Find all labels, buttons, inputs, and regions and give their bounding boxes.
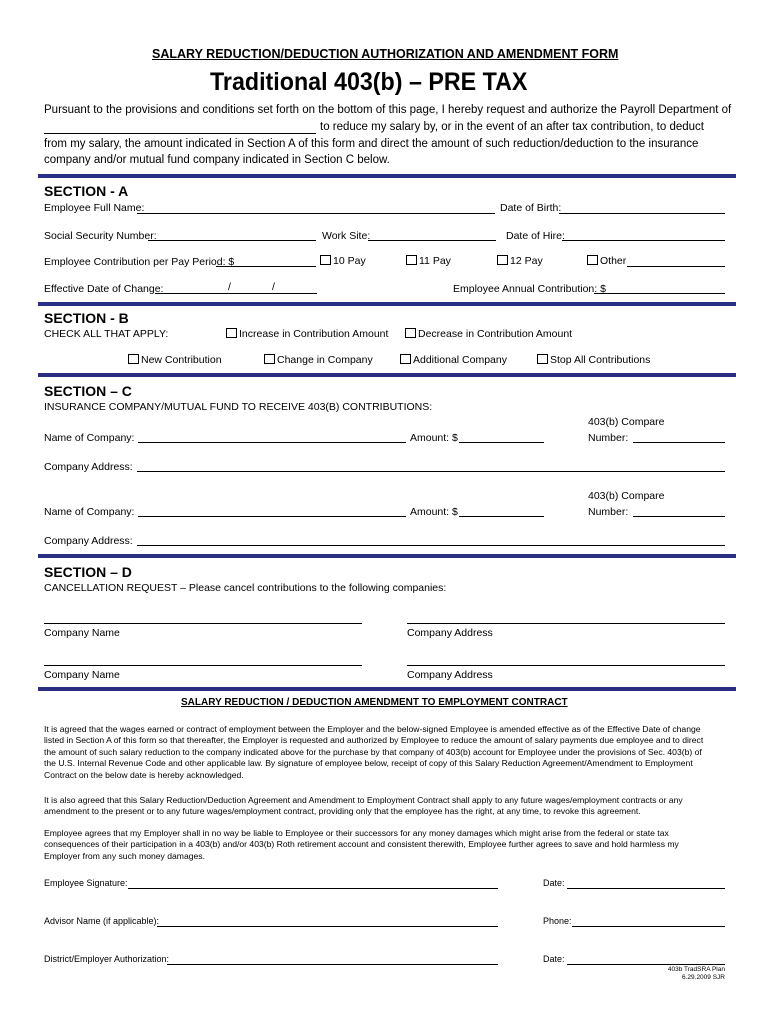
contract-p2-line: It is also agreed that this Salary Reduction/Deduction Agreement and Amendment to Employment Contract shall apply to any future wages/employment contracts or any	[44, 795, 683, 805]
contract-p1-line: It is agreed that the wages earned or contract of employment between the Employer and the below-signed Employee is amended effective as of the Effective Date of change	[44, 724, 701, 734]
pay-11-label: 11 Pay	[419, 255, 451, 267]
dob-field[interactable]	[559, 213, 725, 214]
employee-signature-field[interactable]	[128, 888, 498, 889]
auth-date-label: Date:	[543, 954, 565, 964]
advisor-name-field[interactable]	[157, 926, 498, 927]
compare-number-label-1: Number:	[588, 432, 629, 444]
contract-p1-line: listed in Section A of this form so that thereafter, the Employer is requested and authorized by Employee to reduce the amount of salary payments due employee and to direct	[44, 735, 704, 746]
check-all-label: CHECK ALL THAT APPLY:	[44, 328, 169, 340]
other-label: Other	[600, 255, 627, 267]
cancel-company-name-label-2: Company Name	[44, 669, 120, 681]
intro-line-2: to reduce my salary by, or in the event of an after tax contribution, to deduct	[320, 121, 704, 133]
phone-label: Phone:	[543, 916, 572, 926]
amount-label-1: Amount: $	[410, 432, 458, 444]
signature-date-field[interactable]	[567, 888, 725, 889]
change-company-option[interactable]	[264, 354, 373, 366]
cancel-company-name-field-1[interactable]	[44, 623, 362, 624]
auth-date-field[interactable]	[567, 964, 725, 965]
work-site-field[interactable]	[368, 240, 496, 241]
section-d-heading: SECTION – D	[44, 564, 132, 580]
checkbox-icon[interactable]	[497, 255, 508, 265]
amount-field-1[interactable]	[459, 442, 544, 443]
checkbox-icon[interactable]	[537, 354, 548, 364]
new-contribution-label: New Contribution	[141, 354, 222, 366]
district-auth-label: District/Employer Authorization:	[44, 954, 170, 964]
section-divider	[38, 373, 736, 377]
cancel-company-address-field-1[interactable]	[407, 623, 725, 624]
contract-p1-line: the amount of such salary reduction to the company indicated above for the purchase by that company of 403(b) account for Employee under the provisions of Sec. 403(b) of	[44, 746, 702, 757]
company-address-label-1: Company Address:	[44, 461, 133, 473]
company-name-label-1: Name of Company:	[44, 432, 135, 444]
increase-option[interactable]	[226, 328, 388, 340]
contract-p1-line: Contract on the below date is hereby acknowledged.	[44, 769, 244, 780]
additional-company-label: Additional Company	[413, 354, 507, 366]
contribution-label: Employee Contribution per Pay Period: $	[44, 256, 235, 268]
intro-line-3: from my salary, the amount indicated in Section A of this form and direct the amount of such reduction/deduction to the insurance	[44, 138, 699, 150]
section-divider	[38, 687, 736, 691]
section-divider	[38, 302, 736, 306]
checkbox-icon[interactable]	[128, 354, 139, 364]
compare-label-1: 403(b) Compare	[588, 416, 665, 428]
district-auth-field[interactable]	[167, 964, 498, 965]
cancel-company-name-field-2[interactable]	[44, 665, 362, 666]
dob-label: Date of Birth:	[500, 202, 562, 214]
phone-field[interactable]	[572, 926, 725, 927]
contract-p3-line: Employer from any such money damages.	[44, 850, 205, 861]
checkbox-icon[interactable]	[406, 255, 417, 265]
company-address-field-1[interactable]	[137, 471, 725, 472]
contract-paragraph-2	[44, 795, 726, 818]
date-slash-1: /	[228, 281, 231, 293]
contract-p3-line: Employee agrees that my Employer shall in no way be liable to Employee or their successors for any money damages which might arise from the federal or state tax	[44, 828, 669, 838]
checkbox-icon[interactable]	[264, 354, 275, 364]
date-of-hire-label: Date of Hire:	[506, 230, 565, 242]
payroll-department-field[interactable]	[44, 133, 316, 134]
intro-line-4: company and/or mutual fund company indicated in Section C below.	[44, 154, 390, 166]
pay-10-label: 10 Pay	[333, 255, 366, 267]
ssn-field[interactable]	[148, 240, 316, 241]
employee-signature-label: Employee Signature:	[44, 878, 128, 888]
cancel-company-name-label-1: Company Name	[44, 627, 120, 639]
section-divider	[38, 174, 736, 178]
intro-line-1: Pursuant to the provisions and conditions set forth on the bottom of this page, I hereby request and authorize the Payroll Department of	[44, 104, 732, 116]
compare-number-field-2[interactable]	[633, 516, 725, 517]
section-a-heading: SECTION - A	[44, 183, 129, 199]
main-title: Traditional 403(b) – PRE TAX	[210, 68, 528, 96]
stop-all-option[interactable]	[537, 354, 650, 366]
compare-number-label-2: Number:	[588, 506, 629, 518]
pay-12-option[interactable]	[497, 255, 543, 267]
amount-label-2: Amount: $	[410, 506, 458, 518]
annual-contribution-field[interactable]	[594, 293, 725, 294]
contract-p1-line: the U.S. Internal Revenue Code and other applicable law. By signature of employee below, receipt of copy of this Salary Reduction Agreement/Amendment to Employment	[44, 758, 693, 769]
date-slash-2: /	[272, 281, 275, 293]
section-d-subheading: CANCELLATION REQUEST – Please cancel contributions to the following companies:	[44, 582, 447, 594]
compare-number-field-1[interactable]	[633, 442, 725, 443]
section-c-subheading: INSURANCE COMPANY/MUTUAL FUND TO RECEIVE 403(B) CONTRIBUTIONS:	[44, 401, 433, 413]
contract-p2-line: amendment to the present or to any future wages/employment contract, providing only that the employee has the right, at any time, to revoke this agreement.	[44, 806, 641, 817]
checkbox-icon[interactable]	[226, 328, 237, 338]
footer-revision: 6.29.2009 SJR	[681, 974, 725, 981]
checkbox-icon[interactable]	[400, 354, 411, 364]
contract-heading: SALARY REDUCTION / DEDUCTION AMENDMENT TO EMPLOYMENT CONTRACT	[181, 697, 568, 708]
other-option[interactable]	[587, 255, 626, 267]
contract-p3-line: consequences of their participation in a 403(b) and/or 403(b) Roth retirement account and consistent therewith, Employee further agrees to save and hold harmless my	[44, 839, 679, 850]
contribution-field[interactable]	[216, 266, 316, 267]
company-name-field-2[interactable]	[138, 516, 406, 517]
cancel-company-address-field-2[interactable]	[407, 665, 725, 666]
change-company-label: Change in Company	[277, 354, 373, 366]
footer-plan-code: 403b TradSRA Plan	[667, 966, 725, 973]
section-b-heading: SECTION - B	[44, 310, 129, 326]
section-c-heading: SECTION – C	[44, 383, 132, 399]
employee-name-label: Employee Full Name:	[44, 202, 145, 214]
effective-date-label: Effective Date of Change:	[44, 283, 164, 295]
ssn-label: Social Security Number:	[44, 230, 157, 242]
checkbox-icon[interactable]	[320, 255, 331, 265]
company-address-field-2[interactable]	[137, 545, 725, 546]
effective-date-field[interactable]	[155, 293, 317, 294]
advisor-name-label: Advisor Name (if applicable):	[44, 916, 160, 926]
pay-10-option[interactable]	[320, 255, 366, 267]
compare-label-2: 403(b) Compare	[588, 490, 665, 502]
checkbox-icon[interactable]	[405, 328, 416, 338]
checkbox-icon[interactable]	[587, 255, 598, 265]
work-site-label: Work Site:	[322, 230, 371, 242]
decrease-label: Decrease in Contribution Amount	[418, 328, 573, 340]
date-of-hire-field[interactable]	[562, 240, 725, 241]
employee-name-field[interactable]	[137, 213, 495, 214]
cancel-company-address-label-2: Company Address	[407, 669, 493, 681]
company-name-field-1[interactable]	[138, 442, 406, 443]
decrease-option[interactable]	[405, 328, 572, 340]
new-contribution-option[interactable]	[128, 354, 222, 366]
pay-11-option[interactable]	[406, 255, 451, 267]
amount-field-2[interactable]	[459, 516, 544, 517]
cancel-company-address-label-1: Company Address	[407, 627, 493, 639]
additional-company-option[interactable]	[400, 354, 507, 366]
signature-date-label: Date:	[543, 878, 565, 888]
company-name-label-2: Name of Company:	[44, 506, 135, 518]
contract-paragraph-1	[44, 724, 726, 781]
pay-12-label: 12 Pay	[510, 255, 543, 267]
other-field[interactable]	[627, 266, 725, 267]
increase-label: Increase in Contribution Amount	[239, 328, 389, 340]
company-address-label-2: Company Address:	[44, 535, 133, 547]
contract-paragraph-3	[44, 828, 726, 862]
section-divider	[38, 554, 736, 558]
stop-all-label: Stop All Contributions	[550, 354, 651, 366]
form-title: SALARY REDUCTION/DEDUCTION AUTHORIZATION AND AMENDMENT FORM	[152, 47, 619, 61]
annual-contribution-label: Employee Annual Contribution: $	[453, 283, 606, 295]
